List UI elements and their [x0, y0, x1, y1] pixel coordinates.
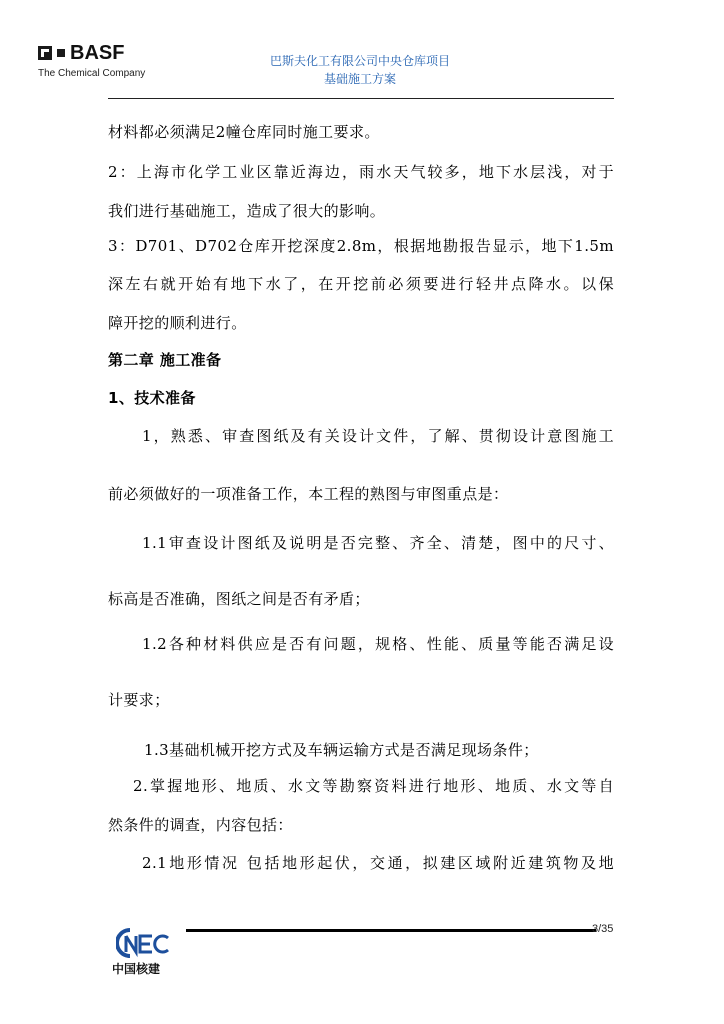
header-divider [108, 98, 614, 99]
paragraph-line: 1.2各种材料供应是否有问题，规格、性能、质量等能否满足设 [142, 635, 614, 653]
paragraph-line: 障开挖的顺利进行。 [108, 314, 247, 332]
basf-logo-tagline: The Chemical Company [38, 68, 146, 79]
page-number: 3/35 [592, 923, 614, 935]
paragraph-line: 1.1审查设计图纸及说明是否完整、齐全、清楚，图中的尺寸、 [142, 534, 614, 552]
paragraph-line: 1，熟悉、审查图纸及有关设计文件，了解、贯彻设计意图施工 [142, 427, 614, 445]
cnec-logo-text: 中国核建 [112, 962, 161, 976]
section-heading: 1、技术准备 [108, 389, 196, 407]
paragraph-line: 材料都必须满足2幢仓库同时施工要求。 [108, 123, 380, 141]
paragraph-line: 1.3基础机械开挖方式及车辆运输方式是否满足现场条件； [144, 741, 539, 759]
paragraph-line: 2：上海市化学工业区靠近海边，雨水天气较多，地下水层浅，对于 [108, 163, 614, 181]
cnec-logo [112, 928, 182, 978]
header-title-line2: 基础施工方案 [323, 72, 396, 86]
basf-logo-word: BASF [70, 42, 125, 64]
basf-logo-mark [38, 42, 125, 66]
paragraph-line: 我们进行基础施工，造成了很大的影响。 [108, 202, 386, 220]
paragraph-line: 标高是否准确，图纸之间是否有矛盾； [108, 590, 370, 608]
cnec-logo-mark [116, 928, 172, 958]
paragraph-line: 计要求； [108, 691, 170, 709]
header-title-line1: 巴斯夫化工有限公司中央仓库项目 [269, 54, 450, 68]
paragraph-line: 前必须做好的一项准备工作，本工程的熟图与审图重点是： [108, 485, 509, 503]
basf-logo [38, 44, 178, 88]
paragraph-line: 然条件的调查，内容包括： [108, 816, 293, 834]
paragraph-line: 2.掌握地形、地质、水文等勘察资料进行地形、地质、水文等自 [133, 777, 614, 795]
paragraph-line: 深左右就开始有地下水了，在开挖前必须要进行轻井点降水。以保 [108, 275, 614, 293]
chapter-heading: 第二章 施工准备 [108, 351, 222, 369]
footer-divider [186, 929, 596, 932]
header-title [210, 52, 510, 88]
paragraph-line: 3：D701、D702仓库开挖深度2.8m，根据地勘报告显示，地下1.5m [108, 237, 614, 255]
paragraph-line: 2.1地形情况 包括地形起伏，交通，拟建区域附近建筑物及地 [142, 854, 614, 872]
